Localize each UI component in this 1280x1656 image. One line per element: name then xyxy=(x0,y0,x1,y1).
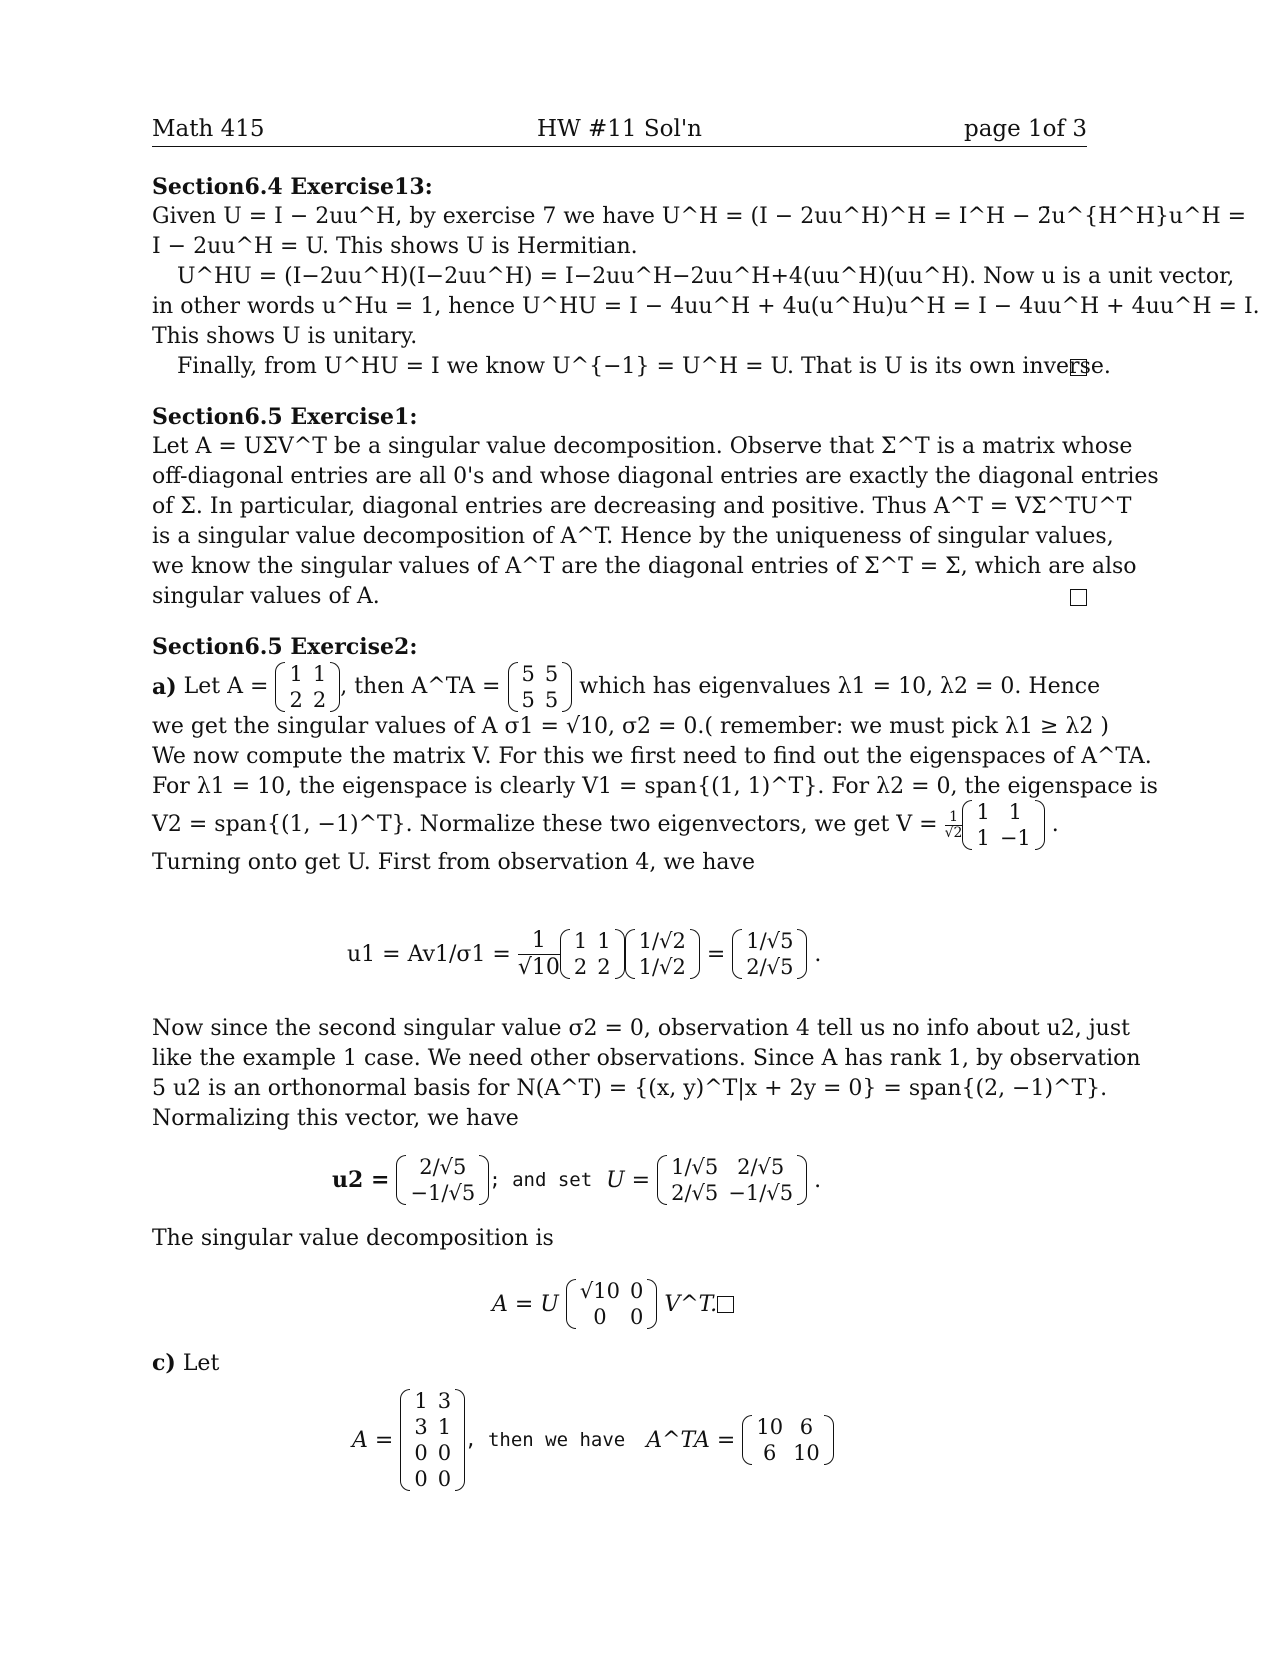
text-line: For λ1 = 10, the eigenspace is clearly V1 = span{(1, 1)^T}. For λ2 = 0, the eigenspace is xyxy=(152,774,1158,799)
matrix-cell: 1/√2 xyxy=(638,955,686,979)
matrix-cell: 1/√5 xyxy=(746,929,794,953)
u1-equation: u1 = Av1/σ1 = $\frac{1}{√10}$ 1 1 2 2 1/√2 1/√2 = 1/√5 2/√5 . xyxy=(347,927,822,980)
matrix-a-4x2 xyxy=(400,1388,465,1492)
text-line: of Σ. In particular, diagonal entries are decreasing and positive. Thus A^T = VΣ^TU^T xyxy=(152,494,1132,519)
matrix-cell: 0 xyxy=(629,1279,644,1303)
matrix-cell: 2/√5 xyxy=(671,1181,719,1205)
matrix-cell: 5 xyxy=(521,688,535,712)
section-title: Section6.5 Exercise2: xyxy=(152,634,418,660)
section-title: Section6.5 Exercise1: xyxy=(152,404,418,430)
matrix-cell: −1/√5 xyxy=(410,1181,476,1205)
matrix-cell: 0 xyxy=(437,1467,452,1491)
svd-intro xyxy=(152,1224,1087,1254)
matrix-cell: 2 xyxy=(312,688,327,712)
course-label: Math 415 xyxy=(152,116,265,142)
text-line: Let A = UΣV^T be a singular value decomposition. Observe that Σ^T is a matrix whose xyxy=(152,434,1133,459)
text-line: Now since the second singular value σ2 = 0, observation 4 tell us no info about u2, just xyxy=(152,1016,1130,1041)
matrix-cell: 1 xyxy=(1008,800,1022,824)
text-line: we know the singular values of A^T are the diagonal entries of Σ^T = Σ, which are also xyxy=(152,554,1137,579)
part-a-label: a) xyxy=(152,674,177,700)
section-title: Section6.4 Exercise13: xyxy=(152,174,433,200)
svd-lhs: A = U xyxy=(492,1291,559,1317)
matrix-cell: 5 xyxy=(521,662,535,686)
u2-equation: u2 = 2/√5 −1/√5 ; and set U = 1/√5 2/√5 2/√5 −1/√5 . xyxy=(332,1155,822,1205)
qed-icon xyxy=(717,1296,734,1313)
then-we-have-text: , then we have xyxy=(465,1429,626,1451)
matrix-cell: 0 xyxy=(437,1441,452,1465)
text-line: I − 2uu^H = U. This shows U is Hermitian. xyxy=(152,234,638,259)
matrix-cell: −1 xyxy=(999,826,1031,850)
matrix-ata-2x2 xyxy=(742,1414,833,1466)
matrix-cell: 1 xyxy=(976,800,990,824)
text-line: Turning onto get U. First from observation 4, we have xyxy=(152,850,755,875)
matrix-cell: 1 xyxy=(312,662,327,686)
vector-v1 xyxy=(625,928,700,980)
fraction-numerator: 1 xyxy=(518,928,560,955)
matrix-cell: 3 xyxy=(437,1389,452,1413)
matrix-cell: 1/√2 xyxy=(638,929,686,953)
fraction-denominator: √10 xyxy=(517,954,560,980)
part-c xyxy=(152,1348,1087,1379)
matrix-cell: 1 xyxy=(976,826,990,850)
matrix-cell: 2 xyxy=(597,955,611,979)
matrix-cell: 2 xyxy=(289,688,303,712)
text-line: U^HU = (I−2uu^H)(I−2uu^H) = I−2uu^H−2uu^H+4(uu^H)(uu^H). Now u is a unit vector, xyxy=(177,264,1235,289)
matrix-cell: 1 xyxy=(414,1389,428,1413)
matrix-cell: 5 xyxy=(544,662,559,686)
text-line: Given U = I − 2uu^H, by exercise 7 we have U^H = (I − 2uu^H)^H = I^H − 2̄u^{H^H}u^H = xyxy=(152,204,1247,229)
page-header xyxy=(152,112,1087,147)
text-line: Normalizing this vector, we have xyxy=(152,1106,519,1131)
section-6-5-ex2-cont xyxy=(152,1014,1141,1134)
part-c-label: c) xyxy=(152,1350,176,1376)
text-fragment: which has eigenvalues λ1 = 10, λ2 = 0. Hence xyxy=(579,674,1101,699)
vector-u2 xyxy=(396,1154,489,1206)
text-fragment: Let xyxy=(182,1351,220,1376)
text-fragment: Let A = xyxy=(183,674,269,699)
matrix-cell: 6 xyxy=(763,1441,777,1465)
matrix-cell: 1 xyxy=(437,1415,452,1439)
matrix-cell: 10 xyxy=(793,1441,820,1465)
text-line: in other words u^Hu = 1, hence U^HU = I − 4uu^H + 4u(u^Hu)u^H = I − 4uu^H + 4uu^H = I. xyxy=(152,294,1260,319)
matrix-cell: 0 xyxy=(593,1305,607,1329)
matrix-a xyxy=(275,661,340,713)
matrix-a-small xyxy=(560,928,625,980)
qed-icon xyxy=(1070,359,1087,376)
text-line: 5 u2 is an orthonormal basis for N(A^T) = {(x, y)^T|x + 2y = 0} = span{(2, −1)^T}. xyxy=(152,1076,1108,1101)
matrix-cell: 0 xyxy=(414,1441,428,1465)
svd-rhs: V^T. xyxy=(664,1291,718,1317)
text-line: We now compute the matrix V. For this we first need to find out the eigenspaces of A^TA. xyxy=(152,744,1152,769)
and-set-text: ; and set xyxy=(489,1169,593,1191)
vector-u1 xyxy=(732,928,807,980)
text-fragment: , then A^TA = xyxy=(340,674,501,699)
matrix-cell: −1/√5 xyxy=(728,1181,794,1205)
matrix-v xyxy=(962,799,1044,851)
matrix-cell: 1/√5 xyxy=(671,1155,719,1179)
matrix-cell: 2/√5 xyxy=(419,1155,467,1179)
text-line: This shows U is unitary. xyxy=(152,324,418,349)
u-lhs: U = xyxy=(606,1167,651,1193)
matrix-cell: 2 xyxy=(573,955,588,979)
matrix-cell: 0 xyxy=(414,1467,428,1491)
matrix-cell: √10 xyxy=(579,1279,620,1303)
text-line: singular values of A. xyxy=(152,584,380,609)
matrix-cell: 3 xyxy=(414,1415,428,1439)
matrix-sigma xyxy=(566,1278,657,1330)
atac-lhs: A^TA = xyxy=(646,1427,736,1453)
matrix-cell: 1 xyxy=(573,929,588,953)
u1-lhs: u1 = Av1/σ1 = xyxy=(347,941,511,967)
matrix-ata xyxy=(508,661,573,713)
text-line: like the example 1 case. We need other observations. Since A has rank 1, by observation xyxy=(152,1046,1141,1071)
matrix-cell: 5 xyxy=(544,688,559,712)
u1-fraction xyxy=(518,928,560,981)
text-line: The singular value decomposition is xyxy=(152,1226,554,1251)
matrix-cell: 6 xyxy=(799,1415,814,1439)
text-line: we get the singular values of A σ1 = √10, σ2 = 0.( remember: we must pick λ1 ≥ λ2 ) xyxy=(152,714,1109,739)
fraction-one-over-root2: $\frac{1}{√2}$ xyxy=(944,808,963,841)
matrix-cell: 2/√5 xyxy=(746,955,794,979)
section-6-5-ex2: Section6.5 Exercise2: a) Let A = 1 1 2 2 , then A^TA = 5 5 5 5 which has eigenvalues λ1 = 10, λ2 = 0. Hence we get the singular values of A σ1 = √10, σ2 = 0.( remember: we must pick λ1 ≥ λ2 ) We now compute the matrix V. For this we first need to find out the eigenspaces of A^TA. For λ1 = 10, the eigenspace is clearly V1 = span{(1, 1)^T}. For λ2 = 0, the eigenspace is V2 = span{(1, −1)^T}. Normalize these two eigenvectors, we get V = $\frac{1}{√2}$ 1 1 1 −1 . Turning onto get U. First from observation 4, we have xyxy=(152,632,1087,878)
matrix-cell: 1 xyxy=(597,929,611,953)
section-6-4-ex13 xyxy=(152,172,1260,382)
text-line: is a singular value decomposition of A^T. Hence by the uniqueness of singular values, xyxy=(152,524,1114,549)
ac-lhs: A = xyxy=(352,1427,394,1453)
matrix-cell: 2/√5 xyxy=(737,1155,785,1179)
page-number: page 1of 3 xyxy=(963,116,1087,142)
section-6-5-ex1 xyxy=(152,402,1159,612)
qed-icon xyxy=(1070,589,1087,606)
matrix-u xyxy=(657,1154,807,1206)
matrix-cell: 10 xyxy=(756,1415,784,1439)
u2-lhs: u2 = xyxy=(332,1167,390,1193)
matrix-cell: 0 xyxy=(629,1305,644,1329)
document-title: HW #11 Sol'n xyxy=(537,116,702,142)
text-line: Finally, from U^HU = I we know U^{−1} = U^H = U. That is U is its own inverse. xyxy=(177,354,1111,379)
text-fragment: V2 = span{(1, −1)^T}. Normalize these two eigenvectors, we get V = xyxy=(152,812,938,837)
part-c-equation xyxy=(152,1380,1280,1500)
svd-equation xyxy=(152,1272,1280,1336)
text-line: off-diagonal entries are all 0's and whose diagonal entries are exactly the diagonal entries xyxy=(152,464,1159,489)
matrix-cell: 1 xyxy=(289,662,303,686)
